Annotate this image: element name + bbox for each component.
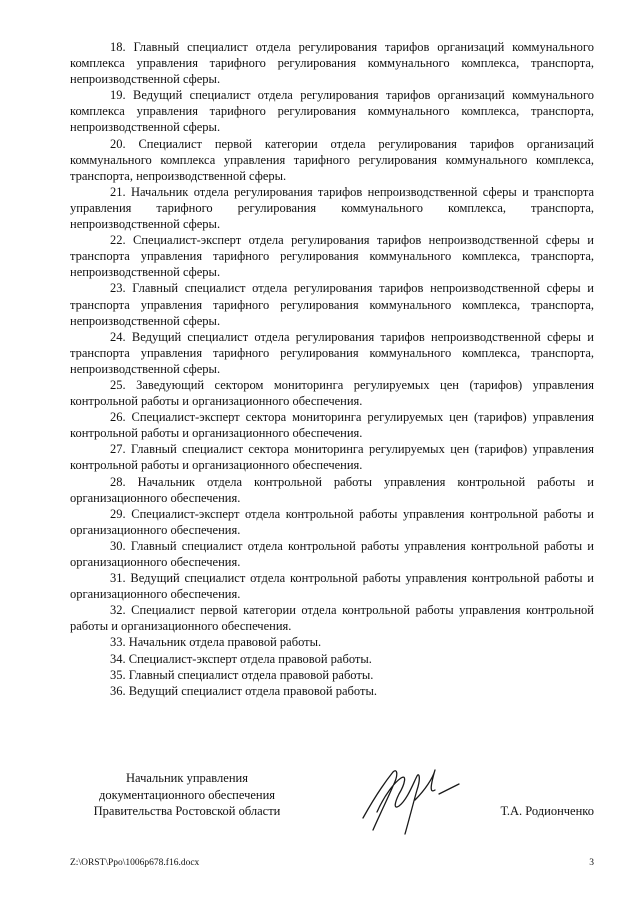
- list-item: 27. Главный специалист сектора мониторинга регулируемых цен (тарифов) управления контрольной работы и организационного обеспечения.: [70, 442, 594, 473]
- signatory-title-line: Начальник управления: [126, 771, 248, 785]
- list-item: 31. Ведущий специалист отдела контрольной работы управления контрольной работы и организационного обеспечения.: [70, 571, 594, 602]
- signatory-title-line: Правительства Ростовской области: [93, 804, 281, 818]
- page-number: 3: [589, 858, 594, 868]
- handwritten-signature: [355, 760, 465, 840]
- list-item: 35. Главный специалист отдела правовой работы.: [110, 667, 374, 682]
- item-list: [70, 39, 594, 699]
- signatory-name: Т.А. Родионченко: [500, 804, 594, 818]
- list-item: 25. Заведующий сектором мониторинга регулируемых цен (тарифов) управления контрольной работы и организационного обеспечения.: [70, 377, 594, 409]
- signatory-title-line: документационного обеспечения: [98, 787, 276, 802]
- file-path: Z:\ORST\Ppo\1006p678.f16.docx: [70, 858, 200, 868]
- list-item: 21. Начальник отдела регулирования тарифов непроизводственной сферы и транспорта управления тарифного регулирования коммунального комплекса, транспорта, непроизводственной сферы.: [70, 184, 594, 232]
- list-item: 28. Начальник отдела контрольной работы управления контрольной работы и организационного обеспечения.: [70, 474, 594, 505]
- list-item: 22. Специалист-эксперт отдела регулирования тарифов непроизводственной сферы и транспорта управления тарифного регулирования коммунального комплекса, транспорта, непроизводственной сферы.: [70, 233, 594, 280]
- list-item: 20. Специалист первой категории отдела регулирования тарифов организаций коммунального комплекса управления тарифного регулирования коммунального комплекса, транспорта, непроизводственной сферы.: [70, 136, 594, 183]
- list-item: 34. Специалист-эксперт отдела правовой работы.: [110, 651, 372, 666]
- list-item: 32. Специалист первой категории отдела контрольной работы управления контрольной работы и организационного обеспечения.: [70, 603, 594, 634]
- list-item: 33. Начальник отдела правовой работы.: [110, 635, 322, 650]
- list-item: 24. Ведущий специалист отдела регулирования тарифов непроизводственной сферы и транспорта управления тарифного регулирования коммунального комплекса, транспорта, непроизводственной сферы.: [70, 329, 594, 376]
- list-item: 29. Специалист-эксперт отдела контрольной работы управления контрольной работы и организационного обеспечения.: [70, 506, 594, 537]
- list-item: 19. Ведущий специалист отдела регулирования тарифов организаций коммунального комплекса управления тарифного регулирования коммунального комплекса, транспорта, непроизводственной сферы.: [70, 88, 594, 135]
- list-item: 36. Ведущий специалист отдела правовой работы.: [110, 683, 377, 698]
- list-item: 23. Главный специалист отдела регулирования тарифов непроизводственной сферы и транспорта управления тарифного регулирования коммунального комплекса, транспорта, непроизводственной сферы.: [70, 281, 594, 328]
- list-item: 18. Главный специалист отдела регулирования тарифов организаций коммунального комплекса управления тарифного регулирования коммунального комплекса, транспорта, непроизводственной сферы.: [70, 40, 594, 87]
- signatory-title: [72, 770, 302, 820]
- list-item: 30. Главный специалист отдела контрольной работы управления контрольной работы и организационного обеспечения.: [70, 538, 594, 569]
- list-item: 26. Специалист-эксперт сектора мониторинга регулируемых цен (тарифов) управления контрольной работы и организационного обеспечения.: [70, 410, 594, 441]
